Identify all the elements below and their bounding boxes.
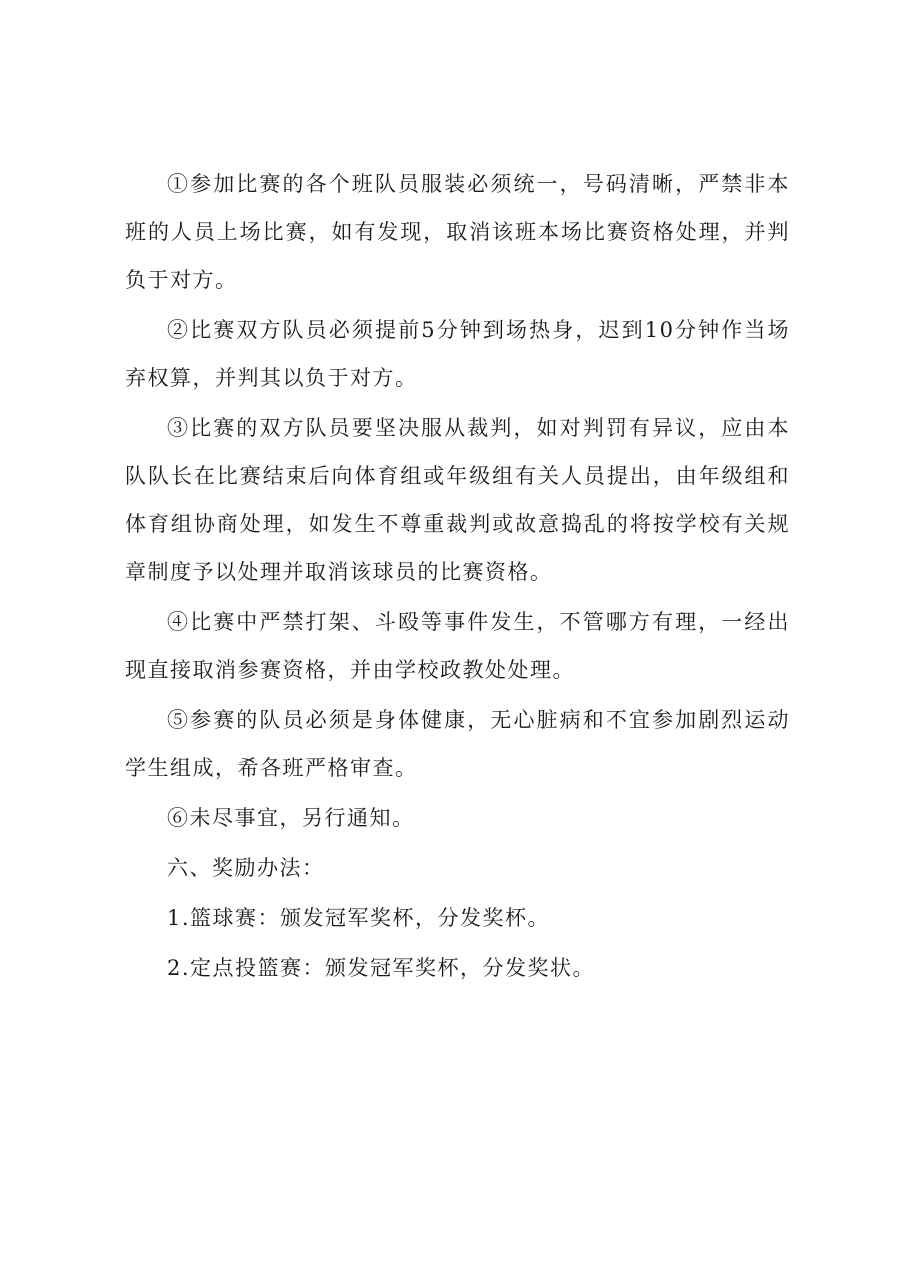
rule-paragraph-5: ⑤参赛的队员必须是身体健康，无心脏病和不宜参加剧烈运动学生组成，希各班严格审查。 bbox=[125, 708, 790, 780]
rule-paragraph-1: ①参加比赛的各个班队员服装必须统一，号码清晰，严禁非本班的人员上场比赛，如有发现，取消该班本场比赛资格处理，并判负于对方。 bbox=[125, 172, 790, 292]
section-heading-awards: 六、奖励办法： bbox=[167, 856, 325, 880]
rule-paragraph-3: ③比赛的双方队员要坚决服从裁判，如对判罚有异议，应由本队队长在比赛结束后向体育组或年级组有关人员提出，由年级组和体育组协商处理，如发生不尊重裁判或故意捣乱的将按学校有关规章制度予以处理并取消该球员的比赛资格。 bbox=[125, 416, 790, 584]
award-item-1: 1.篮球赛：颁发冠军奖杯，分发奖杯。 bbox=[167, 906, 551, 930]
rule-paragraph-6: ⑥未尽事宜，另行通知。 bbox=[167, 806, 415, 830]
rule-paragraph-4: ④比赛中严禁打架、斗殴等事件发生，不管哪方有理，一经出现直接取消参赛资格，并由学校政教处处理。 bbox=[125, 610, 790, 682]
rule-paragraph-2: ②比赛双方队员必须提前5分钟到场热身，迟到10分钟作当场弃权算，并判其以负于对方。 bbox=[125, 318, 790, 390]
document-body bbox=[125, 160, 790, 994]
award-item-2: 2.定点投篮赛：颁发冠军奖杯，分发奖状。 bbox=[167, 956, 596, 980]
